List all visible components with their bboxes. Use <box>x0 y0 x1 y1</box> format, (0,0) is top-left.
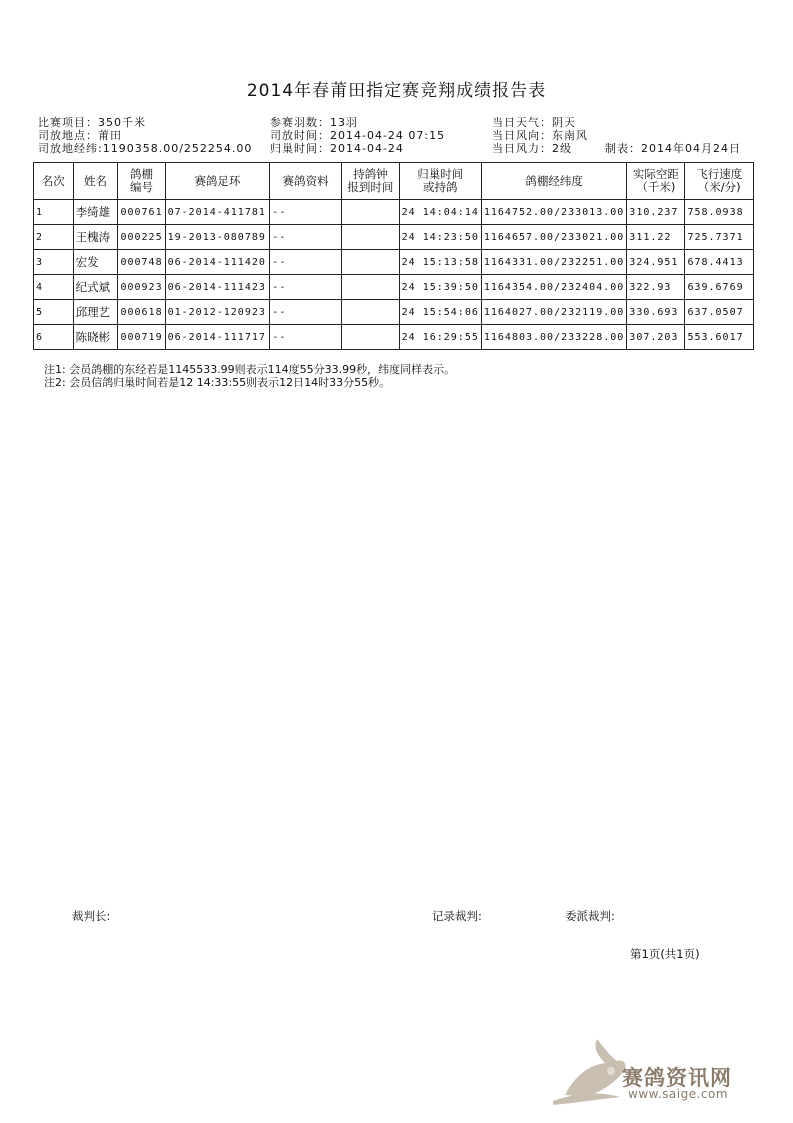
header-speed-line1: 飞行速度 <box>696 167 743 181</box>
table-row <box>34 225 754 250</box>
cell-name: 李绮雄 <box>73 200 118 225</box>
cell-ring: 07-2014-411781 <box>165 200 270 225</box>
cell-info: -- <box>270 325 342 350</box>
table-header-row <box>34 163 754 200</box>
cell-rank: 1 <box>34 200 74 225</box>
cell-time: 24 15:13:58 <box>399 250 481 275</box>
cell-rank: 5 <box>34 300 74 325</box>
signature-recorder: 记录裁判: <box>432 909 482 923</box>
cell-distance: 310.237 <box>627 200 685 225</box>
info-weather: 当日天气：阴天 <box>492 116 576 129</box>
cell-ring: 06-2014-111717 <box>165 325 270 350</box>
cell-coords: 1164752.00/233013.00 <box>481 200 626 225</box>
info-release-time: 司放时间：2014-04-24 07:15 <box>270 129 446 142</box>
info-birds: 参赛羽数：13羽 <box>270 116 358 129</box>
cell-loft: 000761 <box>118 200 165 225</box>
cell-speed: 758.0938 <box>685 200 754 225</box>
cell-speed: 553.6017 <box>685 325 754 350</box>
cell-distance: 330.693 <box>627 300 685 325</box>
info-made-date: 制表：2014年04月24日 <box>605 142 741 155</box>
cell-rank: 6 <box>34 325 74 350</box>
cell-name: 纪式斌 <box>73 275 118 300</box>
page-number: 第1页(共1页) <box>630 947 700 961</box>
cell-name: 宏发 <box>73 250 118 275</box>
cell-loft: 000618 <box>118 300 165 325</box>
cell-info: -- <box>270 275 342 300</box>
cell-distance: 311.22 <box>627 225 685 250</box>
cell-time: 24 14:04:14 <box>399 200 481 225</box>
header-loft-number-label: 鸽棚编号 <box>130 167 154 194</box>
cell-loft: 000225 <box>118 225 165 250</box>
cell-speed: 639.6769 <box>685 275 754 300</box>
cell-ring: 06-2014-111423 <box>165 275 270 300</box>
cell-rank: 3 <box>34 250 74 275</box>
cell-coords: 1164657.00/233021.00 <box>481 225 626 250</box>
table-row <box>34 200 754 225</box>
cell-time: 24 15:39:50 <box>399 275 481 300</box>
cell-clock <box>342 225 400 250</box>
header-clock-line2: 报到时间 <box>347 180 394 194</box>
header-clock <box>342 163 400 200</box>
cell-clock <box>342 200 400 225</box>
info-wind-force: 当日风力：2级 <box>492 142 572 155</box>
cell-clock <box>342 250 400 275</box>
header-return <box>399 163 481 200</box>
watermark-site-name: 赛鸽资讯网 <box>622 1066 732 1090</box>
header-clock-line1: 持鸽钟 <box>353 167 388 181</box>
cell-ring: 01-2012-120923 <box>165 300 270 325</box>
header-return-line2: 或持鸽 <box>423 180 458 194</box>
report-title: 2014年春莆田指定赛竞翔成绩报告表 <box>246 81 547 101</box>
cell-loft: 000748 <box>118 250 165 275</box>
cell-speed: 637.0507 <box>685 300 754 325</box>
cell-ring: 06-2014-111420 <box>165 250 270 275</box>
watermark-url: www.saige.com <box>628 1087 729 1101</box>
cell-coords: 1164331.00/232251.00 <box>481 250 626 275</box>
cell-distance: 307.203 <box>627 325 685 350</box>
results-table <box>33 162 754 350</box>
header-distance-line1: 实际空距 <box>632 167 679 181</box>
cell-coords: 1164803.00/233228.00 <box>481 325 626 350</box>
cell-distance: 324.951 <box>627 250 685 275</box>
header-loft-number <box>118 163 165 200</box>
header-return-line1: 归巢时间 <box>417 167 464 181</box>
info-return-time: 归巢时间：2014-04-24 <box>270 142 404 155</box>
note-1: 注1: 会员鸽棚的东经若是1145533.99则表示114度55分33.99秒，纬度同样表示。 <box>44 363 456 376</box>
header-info: 赛鸽资料 <box>270 163 342 200</box>
info-wind-direction: 当日风向：东南风 <box>492 129 588 142</box>
table-row <box>34 250 754 275</box>
cell-info: -- <box>270 250 342 275</box>
header-speed-line2: （米/分) <box>697 180 741 194</box>
cell-coords: 1164354.00/232404.00 <box>481 275 626 300</box>
cell-time: 24 15:54:06 <box>399 300 481 325</box>
cell-info: -- <box>270 300 342 325</box>
info-release-coords: 司放地经纬:1190358.00/252254.00 <box>38 142 253 155</box>
cell-loft: 000719 <box>118 325 165 350</box>
cell-info: -- <box>270 200 342 225</box>
header-distance <box>627 163 685 200</box>
info-release-place: 司放地点：莆田 <box>38 129 122 142</box>
cell-speed: 678.4413 <box>685 250 754 275</box>
cell-coords: 1164027.00/232119.00 <box>481 300 626 325</box>
cell-clock <box>342 300 400 325</box>
cell-name: 陈晓彬 <box>73 325 118 350</box>
table-row <box>34 275 754 300</box>
table-row <box>34 325 754 350</box>
signature-delegate: 委派裁判: <box>565 909 615 923</box>
header-name: 姓名 <box>73 163 118 200</box>
header-speed <box>685 163 754 200</box>
header-distance-line2: （千米) <box>636 180 676 194</box>
cell-rank: 2 <box>34 225 74 250</box>
info-event: 比赛项目：350千米 <box>38 116 146 129</box>
header-rank: 名次 <box>34 163 74 200</box>
table-row <box>34 300 754 325</box>
header-coords: 鸽棚经纬度 <box>481 163 626 200</box>
signature-chief-referee: 裁判长: <box>72 909 111 923</box>
cell-rank: 4 <box>34 275 74 300</box>
cell-clock <box>342 275 400 300</box>
cell-loft: 000923 <box>118 275 165 300</box>
cell-ring: 19-2013-080789 <box>165 225 270 250</box>
cell-distance: 322.93 <box>627 275 685 300</box>
cell-name: 王槐涛 <box>73 225 118 250</box>
cell-clock <box>342 325 400 350</box>
cell-time: 24 14:23:50 <box>399 225 481 250</box>
cell-time: 24 16:29:55 <box>399 325 481 350</box>
cell-speed: 725.7371 <box>685 225 754 250</box>
header-ring: 赛鸽足环 <box>165 163 270 200</box>
cell-name: 邱理艺 <box>73 300 118 325</box>
cell-info: -- <box>270 225 342 250</box>
note-2: 注2: 会员信鸽归巢时间若是12 14:33:55则表示12日14时33分55秒。 <box>44 376 391 389</box>
